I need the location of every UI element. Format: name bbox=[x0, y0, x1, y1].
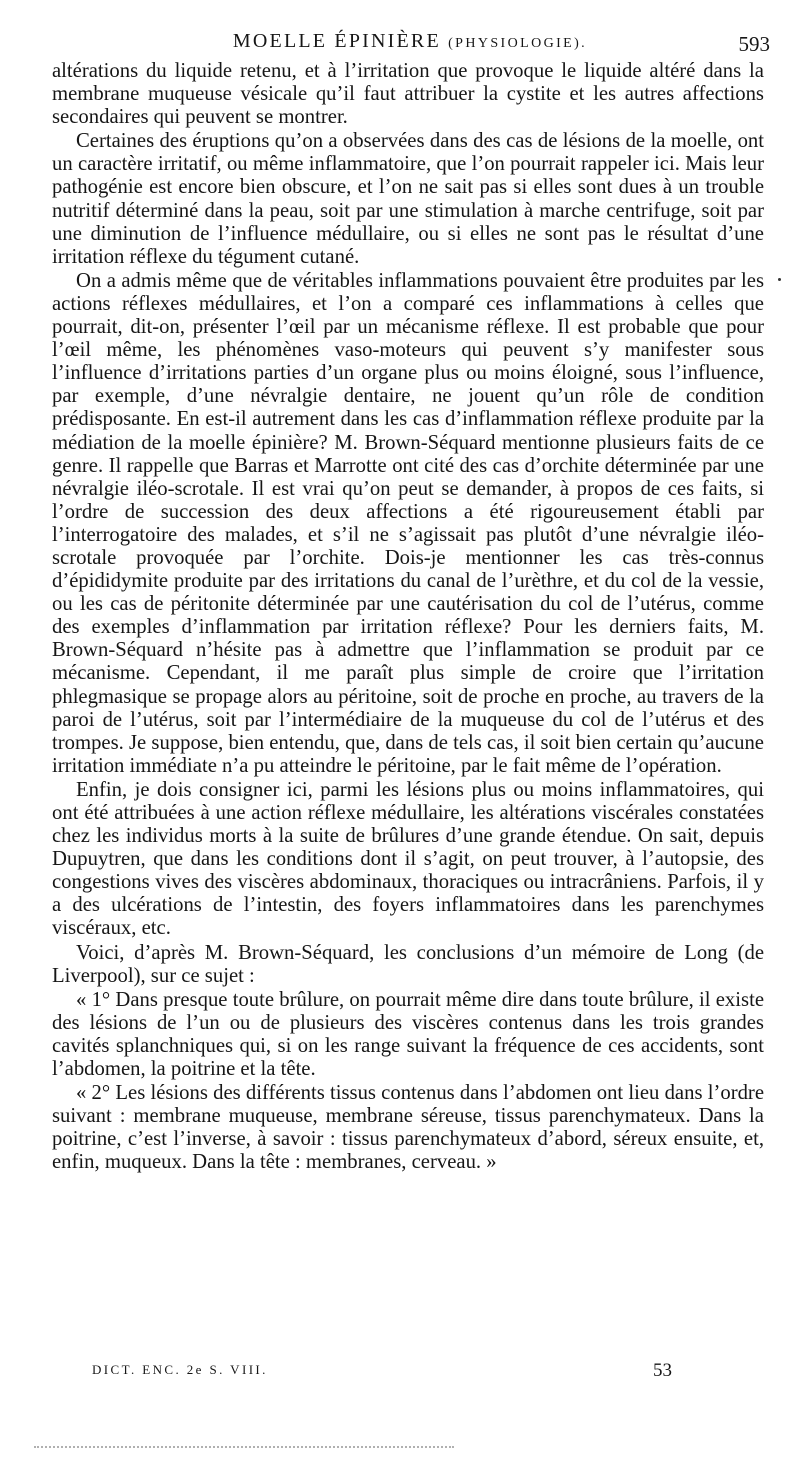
quote-conclusion-1: « 1° Dans presque toute brûlure, on pourrait même dire dans toute brûlure, il existe des lésions de l’un ou de plusieurs des viscères contenus dans les trois grandes cavités splanchniques qui, si on les range suivant la fréquence de ces accidents, sont l’abdomen, la poitrine et la tête. bbox=[52, 988, 764, 1081]
page-footer bbox=[92, 1362, 672, 1384]
running-title bbox=[50, 30, 770, 53]
running-title-main: MOELLE ÉPINIÈRE bbox=[232, 30, 441, 52]
signature-mark: DICT. ENC. 2e S. VIII. bbox=[92, 1362, 268, 1377]
running-title-section: (PHYSIOLOGIE). bbox=[448, 36, 588, 51]
bleed-through-trace bbox=[34, 1446, 454, 1448]
paragraph-continuation: altérations du liquide retenu, et à l’irritation que provoque le liquide altéré dans la membrane muqueuse vésicale qu’il faut attribuer la cystite et les autres affections secondaires qui peuvent se montrer. bbox=[52, 60, 764, 129]
margin-mark bbox=[778, 278, 781, 281]
page-number: 593 bbox=[738, 32, 770, 56]
running-head bbox=[50, 30, 770, 54]
paragraph-burn-lesions: Enfin, je dois consigner ici, parmi les lésions plus ou moins inflammatoires, qui ont été attribuées à une action réflexe médullaire, les altérations viscérales constatées chez les individus morts à la suite de brûlures d’une grande étendue. On sait, depuis Dupuytren, que dans les conditions dont il s’agit, on peut trouver, à l’autopsie, des congestions vives des viscères abdominaux, thoraciques ou intracrâniens. Parfois, il y a des ulcérations de l’intestin, des foyers inflammatoires dans les parenchymes viscéraux, etc. bbox=[52, 778, 764, 940]
paragraph-reflex-inflammations: On a admis même que de véritables inflammations pouvaient être produites par les actions réflexes médullaires, et l’on a comparé ces inflammations à celles que pourrait, dit-on, présenter l’œil par un mécanisme réflexe. Il est probable que pour l’œil même, les phénomènes vaso-moteurs qui peuvent s’y manifester sous l’influence d’irritations parties d’un organe plus ou moins éloigné, sous l’influence, par exemple, d’une névralgie dentaire, ne jouent qu’un rôle de condition prédisposante. En est-il autrement dans les cas d’inflammation réflexe produite par la médiation de la moelle épinière? M. Brown-Séquard mentionne plusieurs faits de ce genre. Il rappelle que Barras et Marrotte ont cité des cas d’orchite déterminée par une névralgie iléo-scrotale. Il est vrai qu’on peut se demander, à propos de ces faits, si l’ordre de succession des deux affections a été rigoureusement établi par l’interrogatoire des malades, et s’il ne s’agissait pas plutôt d’une névralgie iléo-scrotale provoquée par l’orchite. Dois-je mentionner les cas très-connus d’épididymite produite par des irritations du canal de l’urèthre, et du col de la vessie, ou les cas de péritonite déterminée par une cautérisation du col de l’utérus, comme des exemples d’inflammation par irritation réflexe? Pour les derniers faits, M. Brown-Séquard n’hésite pas à admettre que l’inflammation se produit par ce mécanisme. Cependant, il me paraît plus simple de croire que l’irritation phlegmasique se propage alors au péritoine, soit de proche en proche, au travers de la paroi de l’utérus, soit par l’intermédiaire de la muqueuse du col de l’utérus et des trompes. Je suppose, bien entendu, que, dans de tels cas, il soit bien certain qu’aucune irritation immédiate n’a pu atteindre le péritoine, par le fait même de l’opération. bbox=[52, 269, 764, 777]
paragraph-long-conclusions-intro: Voici, d’après M. Brown-Séquard, les conclusions d’un mémoire de Long (de Liverpool), sur ce sujet : bbox=[52, 941, 764, 987]
sheet-number: 53 bbox=[653, 1360, 672, 1381]
quote-conclusion-2: « 2° Les lésions des différents tissus contenus dans l’abdomen ont lieu dans l’ordre suivant : membrane muqueuse, membrane séreuse, tissus parenchymateux. Dans la poitrine, c’est l’inverse, à savoir : tissus parenchymateux d’abord, séreux ensuite, et, enfin, muqueux. Dans la tête : membranes, cerveau. » bbox=[52, 1082, 764, 1174]
body-text bbox=[52, 60, 764, 1175]
paragraph-eruptions: Certaines des éruptions qu’on a observées dans des cas de lésions de la moelle, ont un caractère irritatif, ou même inflammatoire, que l’on pourrait rappeler ici. Mais leur pathogénie est encore bien obscure, et l’on ne sait pas si elles sont dues à un trouble nutritif déterminé dans la peau, soit par une stimulation à marche centrifuge, soit par une diminution de l’influence médullaire, ou si elles ne sont pas le résultat d’une irritation réflexe du tégument cutané. bbox=[52, 130, 764, 268]
